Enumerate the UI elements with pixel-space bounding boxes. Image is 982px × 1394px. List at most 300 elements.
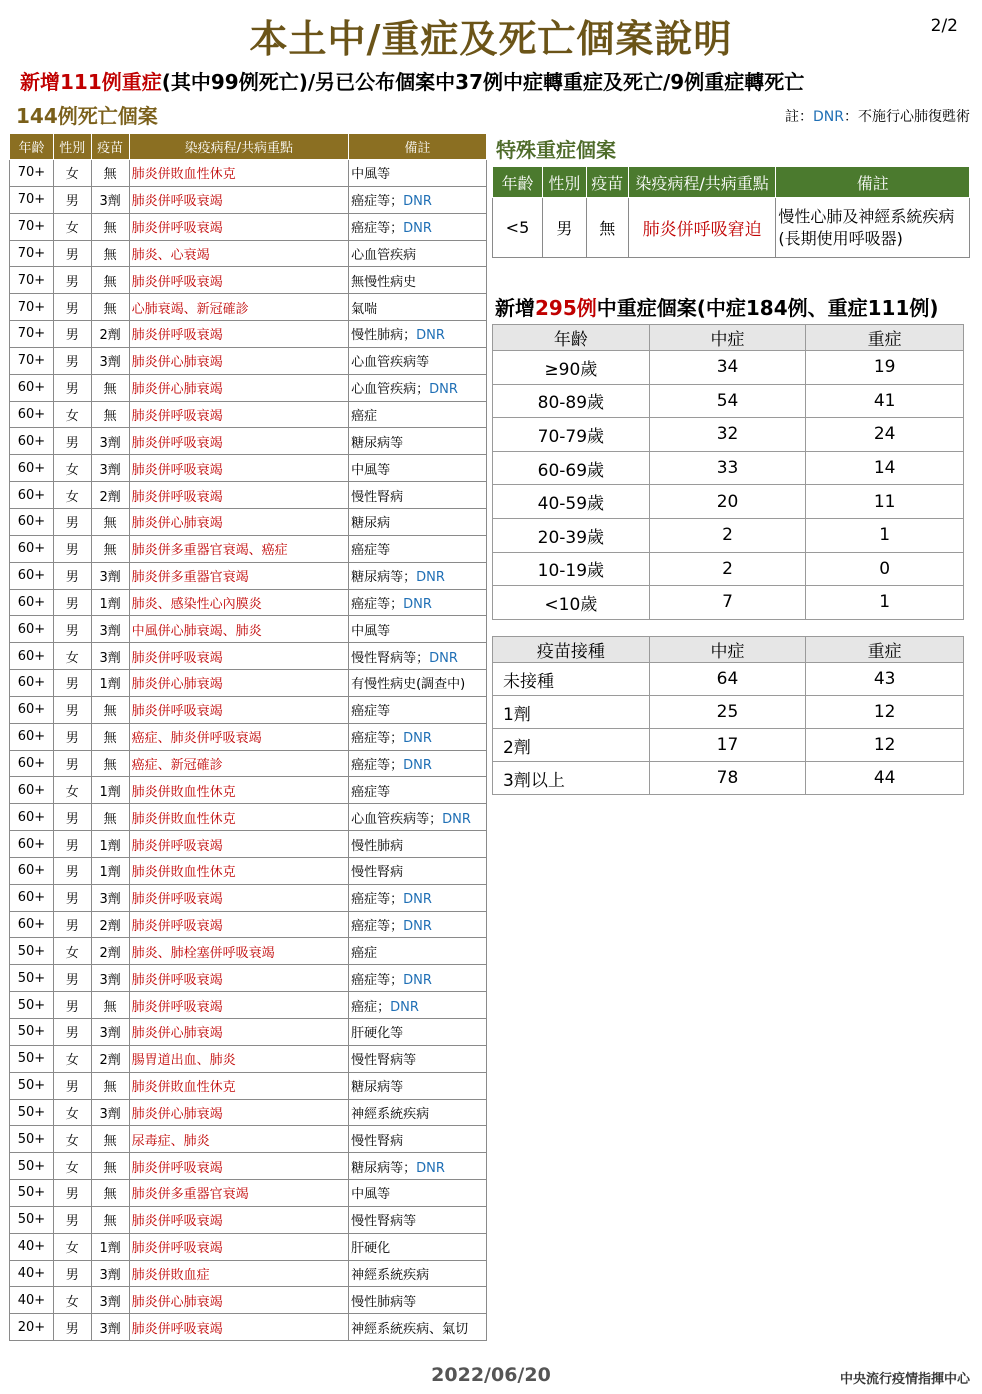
- course-cell: 肺炎併呼吸衰竭: [129, 911, 348, 938]
- severe-count: 14: [806, 451, 964, 485]
- dnr-tag: DNR: [403, 596, 432, 612]
- age-cell: 60+: [10, 643, 54, 670]
- table-row: [10, 965, 487, 992]
- table-row: [10, 589, 487, 616]
- age-cell: 60+: [10, 831, 54, 858]
- severe-count: 19: [806, 351, 964, 385]
- age-cell: 70+: [10, 240, 54, 267]
- vaccine-cell: 3劑: [91, 643, 129, 670]
- remark-text: 癌症: [351, 945, 378, 961]
- vaccine-cell: 3劑: [91, 562, 129, 589]
- sex-cell: 男: [53, 267, 91, 294]
- remark-cell: [349, 213, 487, 240]
- course-cell: 肺炎併呼吸衰竭: [129, 1206, 348, 1233]
- remark-cell: [349, 1045, 487, 1072]
- remark-text: 癌症等: [351, 543, 391, 559]
- remark-cell: [349, 482, 487, 509]
- sex-cell: 男: [53, 589, 91, 616]
- remark-text: 中風等: [351, 623, 391, 639]
- table-row: [10, 1180, 487, 1207]
- age-cell: 60+: [10, 589, 54, 616]
- remark-cell: [349, 1180, 487, 1207]
- remark-text: 慢性腎病等: [351, 1053, 417, 1069]
- special-col-course: 染疫病程/共病重點: [628, 167, 776, 198]
- remark-cell: [349, 1287, 487, 1314]
- remark-cell: [349, 616, 487, 643]
- severe-count: 24: [806, 418, 964, 452]
- severe-count: 43: [806, 663, 964, 696]
- sex-cell: 女: [53, 213, 91, 240]
- note-suffix: ：不施行心肺復甦術: [844, 109, 970, 125]
- remark-text: 癌症等；: [351, 596, 404, 612]
- sex-cell: 男: [53, 186, 91, 213]
- sex-cell: 男: [53, 1072, 91, 1099]
- remark-text: 中風等: [351, 167, 391, 183]
- table-row: [10, 482, 487, 509]
- vaccine-cell: 無: [91, 240, 129, 267]
- remark-text: 肝硬化等: [351, 1026, 404, 1042]
- severe-count: 0: [806, 552, 964, 586]
- course-cell: 癌症、肺炎併呼吸衰竭: [129, 723, 348, 750]
- course-cell: 肺炎併呼吸衰竭: [129, 213, 348, 240]
- special-table-header: [493, 167, 970, 198]
- vaccine-cell: 1劑: [91, 670, 129, 697]
- remark-cell: [349, 965, 487, 992]
- course-cell: 肺炎併呼吸衰竭: [129, 696, 348, 723]
- table-row: [10, 1099, 487, 1126]
- sex-cell: 女: [53, 1099, 91, 1126]
- sex-cell: 女: [53, 938, 91, 965]
- age-group: <10歲: [493, 586, 650, 620]
- dnr-tag: DNR: [403, 919, 432, 935]
- course-cell: 肺炎併多重器官衰竭: [129, 1180, 348, 1207]
- age-group: 60-69歲: [493, 451, 650, 485]
- age-cell: 40+: [10, 1233, 54, 1260]
- page-number: 2/2: [930, 16, 958, 36]
- special-col-remark: 備註: [776, 167, 970, 198]
- course-cell: 肺炎併呼吸衰竭: [129, 1153, 348, 1180]
- sex-cell: 男: [53, 750, 91, 777]
- sex-cell: 男: [53, 696, 91, 723]
- remark-text: 慢性腎病: [351, 489, 404, 505]
- remark-cell: [349, 1126, 487, 1153]
- dnr-tag: DNR: [403, 972, 432, 988]
- course-cell: 肺炎併心肺衰竭: [129, 670, 348, 697]
- table-row: [10, 1019, 487, 1046]
- remark-text: 中風等: [351, 1187, 391, 1203]
- vaccine-cell: 3劑: [91, 428, 129, 455]
- age-cell: 60+: [10, 723, 54, 750]
- moderate-count: 7: [649, 586, 806, 620]
- note-dnr: DNR: [813, 109, 844, 125]
- vaccine-row: [493, 663, 964, 696]
- remark-text: 心血管疾病等；: [351, 811, 443, 827]
- col-course: 染疫病程/共病重點: [129, 134, 348, 160]
- age-cell: 50+: [10, 1180, 54, 1207]
- table-row: [10, 267, 487, 294]
- table-row: [10, 1287, 487, 1314]
- course-cell: 肺炎併呼吸衰竭: [129, 482, 348, 509]
- remark-cell: [349, 1314, 487, 1341]
- vaccine-status: 未接種: [493, 663, 650, 696]
- severe-heading-pre: 新增: [495, 296, 535, 320]
- moderate-count: 20: [649, 485, 806, 519]
- age-cell: 40+: [10, 1260, 54, 1287]
- table-row: [10, 992, 487, 1019]
- remark-cell: [349, 160, 487, 187]
- age-col-severe: 重症: [806, 325, 964, 351]
- col-vaccine: 疫苗: [91, 134, 129, 160]
- age-cell: 60+: [10, 374, 54, 401]
- remark-text: 糖尿病等: [351, 435, 404, 451]
- remark-cell: [349, 777, 487, 804]
- vaccine-cell: 3劑: [91, 186, 129, 213]
- course-cell: 肺炎併呼吸衰竭: [129, 455, 348, 482]
- age-cell: 50+: [10, 1099, 54, 1126]
- age-cell: 60+: [10, 482, 54, 509]
- remark-cell: [349, 589, 487, 616]
- age-cell: 50+: [10, 938, 54, 965]
- moderate-count: 33: [649, 451, 806, 485]
- sex-cell: 女: [53, 1287, 91, 1314]
- age-cell: 50+: [10, 1045, 54, 1072]
- sex-cell: 男: [53, 428, 91, 455]
- age-cell: 50+: [10, 992, 54, 1019]
- vaccine-cell: 無: [91, 696, 129, 723]
- remark-cell: [349, 884, 487, 911]
- course-cell: 肺炎併心肺衰竭: [129, 508, 348, 535]
- vaccine-cell: 無: [91, 1180, 129, 1207]
- moderate-count: 32: [649, 418, 806, 452]
- course-cell: 腸胃道出血、肺炎: [129, 1045, 348, 1072]
- special-remark: 慢性心肺及神經系統疾病(長期使用呼吸器): [776, 198, 970, 258]
- vaccine-status: 2劑: [493, 729, 650, 762]
- sex-cell: 男: [53, 804, 91, 831]
- death-heading: 144例死亡個案: [16, 104, 158, 128]
- vaccine-cell: 1劑: [91, 777, 129, 804]
- dnr-tag: DNR: [429, 382, 458, 398]
- course-cell: 中風併心肺衰竭、肺炎: [129, 616, 348, 643]
- age-cell: 50+: [10, 1019, 54, 1046]
- col-sex: 性別: [53, 134, 91, 160]
- course-cell: 尿毒症、肺炎: [129, 1126, 348, 1153]
- course-cell: 心肺衰竭、新冠確診: [129, 294, 348, 321]
- age-row: [493, 418, 964, 452]
- remark-text: 慢性腎病: [351, 865, 404, 881]
- table-row: [10, 1153, 487, 1180]
- remark-text: 慢性肺病等: [351, 1294, 417, 1310]
- remark-text: 糖尿病: [351, 516, 391, 532]
- age-row: [493, 485, 964, 519]
- sex-cell: 女: [53, 455, 91, 482]
- footer-date: 2022/06/20: [431, 1364, 551, 1386]
- course-cell: 肺炎、心衰竭: [129, 240, 348, 267]
- remark-text: 無慢性病史: [351, 274, 417, 290]
- remark-text: 癌症等: [351, 784, 391, 800]
- vaccine-cell: 無: [91, 213, 129, 240]
- age-row: [493, 552, 964, 586]
- table-row: [10, 1206, 487, 1233]
- sex-cell: 女: [53, 777, 91, 804]
- sex-cell: 男: [53, 240, 91, 267]
- vax-col-severe: 重症: [806, 637, 964, 663]
- remark-cell: [349, 696, 487, 723]
- age-cell: 50+: [10, 1153, 54, 1180]
- sex-cell: 女: [53, 1153, 91, 1180]
- dnr-tag: DNR: [416, 1160, 445, 1176]
- age-cell: 60+: [10, 508, 54, 535]
- age-cell: 70+: [10, 267, 54, 294]
- sex-cell: 男: [53, 1019, 91, 1046]
- vaccine-cell: 3劑: [91, 455, 129, 482]
- age-row: [493, 451, 964, 485]
- sex-cell: 男: [53, 1260, 91, 1287]
- course-cell: 肺炎併敗血性休克: [129, 857, 348, 884]
- table-row: [10, 321, 487, 348]
- severe-count: 44: [806, 762, 964, 795]
- remark-text: 糖尿病等: [351, 1080, 404, 1096]
- remark-text: 糖尿病等；: [351, 570, 417, 586]
- table-row: [10, 1260, 487, 1287]
- sex-cell: 男: [53, 508, 91, 535]
- age-cell: 70+: [10, 186, 54, 213]
- vaccine-cell: 1劑: [91, 589, 129, 616]
- table-row: [10, 455, 487, 482]
- remark-cell: [349, 401, 487, 428]
- remark-cell: [349, 1019, 487, 1046]
- age-group: 40-59歲: [493, 485, 650, 519]
- table-row: [10, 643, 487, 670]
- remark-text: 神經系統疾病、氣切: [351, 1321, 469, 1337]
- severe-count: 41: [806, 384, 964, 418]
- vaccine-cell: 2劑: [91, 1045, 129, 1072]
- remark-text: 慢性肺病: [351, 838, 404, 854]
- vaccine-cell: 3劑: [91, 1314, 129, 1341]
- special-sex: 男: [542, 198, 586, 258]
- remark-cell: [349, 240, 487, 267]
- col-remark: 備註: [349, 134, 487, 160]
- remark-text: 癌症等；: [351, 757, 404, 773]
- vaccine-cell: 3劑: [91, 1260, 129, 1287]
- age-table-header: [493, 325, 964, 351]
- sex-cell: 男: [53, 321, 91, 348]
- special-course: 肺炎併呼吸窘迫: [628, 198, 776, 258]
- age-group: 20-39歲: [493, 518, 650, 552]
- remark-text: 癌症等；: [351, 194, 404, 210]
- vaccine-cell: 3劑: [91, 884, 129, 911]
- vaccine-cell: 無: [91, 508, 129, 535]
- subtitle-highlight: 新增111例重症: [20, 70, 162, 94]
- dnr-tag: DNR: [403, 221, 432, 237]
- sex-cell: 男: [53, 347, 91, 374]
- age-cell: 60+: [10, 535, 54, 562]
- dnr-tag: DNR: [442, 811, 471, 827]
- remark-cell: [349, 670, 487, 697]
- vax-col-moderate: 中症: [649, 637, 806, 663]
- remark-text: 肝硬化: [351, 1241, 391, 1257]
- remark-text: 癌症等；: [351, 892, 404, 908]
- vaccine-cell: 無: [91, 1206, 129, 1233]
- remark-text: 心血管疾病等: [351, 355, 430, 371]
- vaccine-status: 3劑以上: [493, 762, 650, 795]
- age-cell: 60+: [10, 455, 54, 482]
- special-heading: 特殊重症個案: [496, 138, 616, 162]
- course-cell: 肺炎併呼吸衰竭: [129, 1233, 348, 1260]
- table-row: [10, 508, 487, 535]
- table-row: [10, 723, 487, 750]
- vaccine-cell: 無: [91, 535, 129, 562]
- age-group: 10-19歲: [493, 552, 650, 586]
- sex-cell: 女: [53, 160, 91, 187]
- age-cell: 60+: [10, 401, 54, 428]
- course-cell: 癌症、新冠確診: [129, 750, 348, 777]
- dnr-tag: DNR: [403, 194, 432, 210]
- moderate-count: 34: [649, 351, 806, 385]
- age-row: [493, 351, 964, 385]
- moderate-count: 64: [649, 663, 806, 696]
- remark-cell: [349, 1233, 487, 1260]
- age-group: ≥90歲: [493, 351, 650, 385]
- remark-cell: [349, 455, 487, 482]
- course-cell: 肺炎併心肺衰竭: [129, 1019, 348, 1046]
- age-row: [493, 586, 964, 620]
- sex-cell: 男: [53, 857, 91, 884]
- vaccine-cell: 3劑: [91, 965, 129, 992]
- course-cell: 肺炎併呼吸衰竭: [129, 186, 348, 213]
- remark-cell: [349, 938, 487, 965]
- sex-cell: 男: [53, 884, 91, 911]
- course-cell: 肺炎併呼吸衰竭: [129, 321, 348, 348]
- remark-cell: [349, 294, 487, 321]
- course-cell: 肺炎併呼吸衰竭: [129, 267, 348, 294]
- table-row: [10, 347, 487, 374]
- table-row: [10, 696, 487, 723]
- table-row: [10, 831, 487, 858]
- course-cell: 肺炎併敗血性休克: [129, 160, 348, 187]
- vaccine-cell: 3劑: [91, 616, 129, 643]
- table-row: [10, 213, 487, 240]
- course-cell: 肺炎併呼吸衰竭: [129, 992, 348, 1019]
- severe-count: 12: [806, 696, 964, 729]
- table-row: [10, 294, 487, 321]
- age-col-age: 年齡: [493, 325, 650, 351]
- remark-text: 癌症等: [351, 704, 391, 720]
- remark-text: 癌症等；: [351, 731, 404, 747]
- course-cell: 肺炎併呼吸衰竭: [129, 401, 348, 428]
- table-row: [10, 670, 487, 697]
- vaccine-cell: 無: [91, 1072, 129, 1099]
- moderate-count: 17: [649, 729, 806, 762]
- footer-org: 中央流行疫情指揮中心: [839, 1372, 970, 1387]
- age-cell: 60+: [10, 857, 54, 884]
- vaccine-cell: 3劑: [91, 1019, 129, 1046]
- course-cell: 肺炎併呼吸衰竭: [129, 428, 348, 455]
- course-cell: 肺炎併心肺衰竭: [129, 374, 348, 401]
- age-cell: 60+: [10, 616, 54, 643]
- moderate-count: 25: [649, 696, 806, 729]
- table-row: [10, 1314, 487, 1341]
- age-cell: 70+: [10, 347, 54, 374]
- remark-cell: [349, 347, 487, 374]
- age-cell: 60+: [10, 911, 54, 938]
- table-row: [10, 186, 487, 213]
- age-cell: 70+: [10, 160, 54, 187]
- age-cell: 50+: [10, 1126, 54, 1153]
- age-cell: 60+: [10, 750, 54, 777]
- remark-cell: [349, 857, 487, 884]
- remark-text: 癌症: [351, 409, 378, 425]
- special-vaccine: 無: [586, 198, 628, 258]
- vaccine-cell: 2劑: [91, 321, 129, 348]
- dnr-tag: DNR: [390, 999, 419, 1015]
- severe-heading-post: 中重症個案(中症184例、重症111例): [596, 296, 939, 320]
- age-cell: 60+: [10, 884, 54, 911]
- dnr-tag: DNR: [429, 650, 458, 666]
- table-row: [10, 1233, 487, 1260]
- remark-text: 癌症等；: [351, 919, 404, 935]
- remark-text: 糖尿病等；: [351, 1160, 417, 1176]
- vaccine-cell: 無: [91, 804, 129, 831]
- age-cell: 60+: [10, 804, 54, 831]
- vaccine-cell: 無: [91, 294, 129, 321]
- remark-text: 有慢性病史(調查中): [351, 677, 466, 693]
- course-cell: 肺炎併多重器官衰竭、癌症: [129, 535, 348, 562]
- remark-text: 慢性肺病；: [351, 328, 417, 344]
- sex-cell: 男: [53, 374, 91, 401]
- course-cell: 肺炎、肺栓塞併呼吸衰竭: [129, 938, 348, 965]
- severe-count: 1: [806, 586, 964, 620]
- age-cell: 40+: [10, 1287, 54, 1314]
- remark-cell: [349, 1072, 487, 1099]
- remark-cell: [349, 374, 487, 401]
- vaccine-cell: 無: [91, 723, 129, 750]
- age-cell: 50+: [10, 1206, 54, 1233]
- moderate-count: 54: [649, 384, 806, 418]
- sex-cell: 男: [53, 723, 91, 750]
- vax-table-header: [493, 637, 964, 663]
- dnr-tag: DNR: [403, 731, 432, 747]
- severe-heading-count: 295例: [535, 296, 597, 320]
- page-title: 本土中/重症及死亡個案說明: [249, 17, 733, 61]
- age-row: [493, 518, 964, 552]
- vaccine-row: [493, 696, 964, 729]
- age-row: [493, 384, 964, 418]
- remark-cell: [349, 992, 487, 1019]
- sex-cell: 女: [53, 401, 91, 428]
- course-cell: 肺炎併心肺衰竭: [129, 1099, 348, 1126]
- dnr-tag: DNR: [403, 892, 432, 908]
- vaccine-cell: 2劑: [91, 482, 129, 509]
- special-row: [493, 198, 970, 258]
- remark-text: 神經系統疾病: [351, 1268, 430, 1284]
- sex-cell: 男: [53, 535, 91, 562]
- course-cell: 肺炎併呼吸衰竭: [129, 1314, 348, 1341]
- severe-count: 1: [806, 518, 964, 552]
- course-cell: 肺炎併呼吸衰竭: [129, 643, 348, 670]
- remark-cell: [349, 562, 487, 589]
- age-cell: 20+: [10, 1314, 54, 1341]
- sex-cell: 男: [53, 911, 91, 938]
- course-cell: 肺炎併多重器官衰竭: [129, 562, 348, 589]
- col-age: 年齡: [10, 134, 54, 160]
- special-age: <5: [493, 198, 543, 258]
- course-cell: 肺炎併敗血性休克: [129, 804, 348, 831]
- vaccine-cell: 2劑: [91, 938, 129, 965]
- table-row: [10, 884, 487, 911]
- age-cell: 50+: [10, 1072, 54, 1099]
- vaccine-cell: 1劑: [91, 831, 129, 858]
- age-group: 70-79歲: [493, 418, 650, 452]
